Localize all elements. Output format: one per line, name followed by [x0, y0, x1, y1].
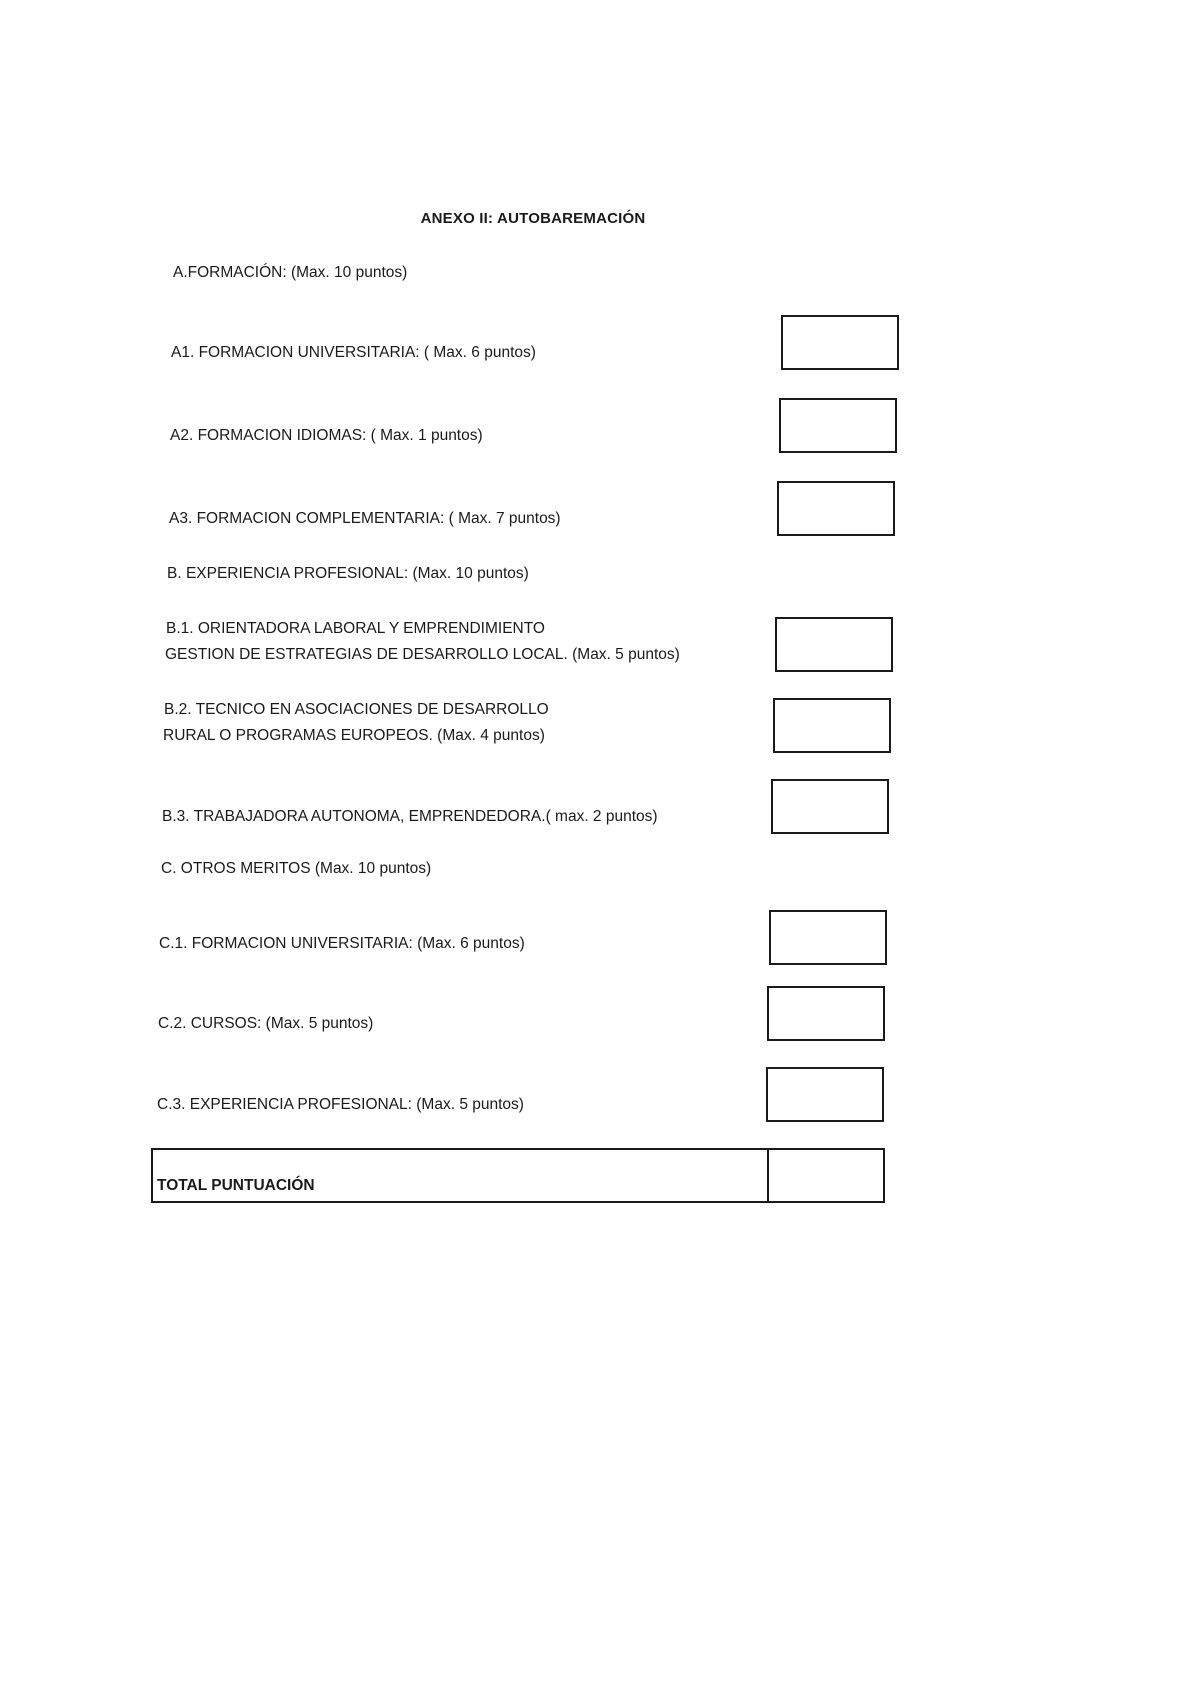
item-a1-label: A1. FORMACION UNIVERSITARIA: ( Max. 6 puntos) — [171, 344, 536, 361]
item-b2-label-line1: B.2. TECNICO EN ASOCIACIONES DE DESARROLLO — [164, 701, 549, 718]
score-box-c3[interactable] — [766, 1067, 884, 1122]
score-box-c2[interactable] — [767, 986, 885, 1041]
item-b3-label: B.3. TRABAJADORA AUTONOMA, EMPRENDEDORA.( max. 2 puntos) — [162, 808, 658, 825]
score-box-b2[interactable] — [773, 698, 891, 753]
item-b2-label-line2: RURAL O PROGRAMAS EUROPEOS. (Max. 4 puntos) — [163, 727, 545, 744]
score-box-a1[interactable] — [781, 315, 899, 370]
item-a2-label: A2. FORMACION IDIOMAS: ( Max. 1 puntos) — [170, 427, 483, 444]
total-label: TOTAL PUNTUACIÓN — [157, 1177, 315, 1194]
item-c2-label: C.2. CURSOS: (Max. 5 puntos) — [158, 1015, 374, 1032]
item-c1-label: C.1. FORMACION UNIVERSITARIA: (Max. 6 puntos) — [159, 935, 525, 952]
total-row — [151, 1148, 885, 1203]
document-title: ANEXO II: AUTOBAREMACIÓN — [420, 210, 646, 227]
item-b1-label-line1: B.1. ORIENTADORA LABORAL Y EMPRENDIMIENTO — [166, 620, 545, 637]
section-a-heading: A.FORMACIÓN: (Max. 10 puntos) — [173, 264, 408, 281]
item-c3-label: C.3. EXPERIENCIA PROFESIONAL: (Max. 5 puntos) — [157, 1096, 524, 1113]
score-box-total[interactable] — [767, 1148, 885, 1203]
section-b-heading: B. EXPERIENCIA PROFESIONAL: (Max. 10 puntos) — [167, 565, 529, 582]
score-box-a2[interactable] — [779, 398, 897, 453]
score-box-b3[interactable] — [771, 779, 889, 834]
score-box-a3[interactable] — [777, 481, 895, 536]
score-box-b1[interactable] — [775, 617, 893, 672]
item-a3-label: A3. FORMACION COMPLEMENTARIA: ( Max. 7 puntos) — [169, 510, 561, 527]
score-box-c1[interactable] — [769, 910, 887, 965]
section-c-heading: C. OTROS MERITOS (Max. 10 puntos) — [161, 860, 432, 877]
item-b1-label-line2: GESTION DE ESTRATEGIAS DE DESARROLLO LOCAL. (Max. 5 puntos) — [165, 646, 680, 663]
